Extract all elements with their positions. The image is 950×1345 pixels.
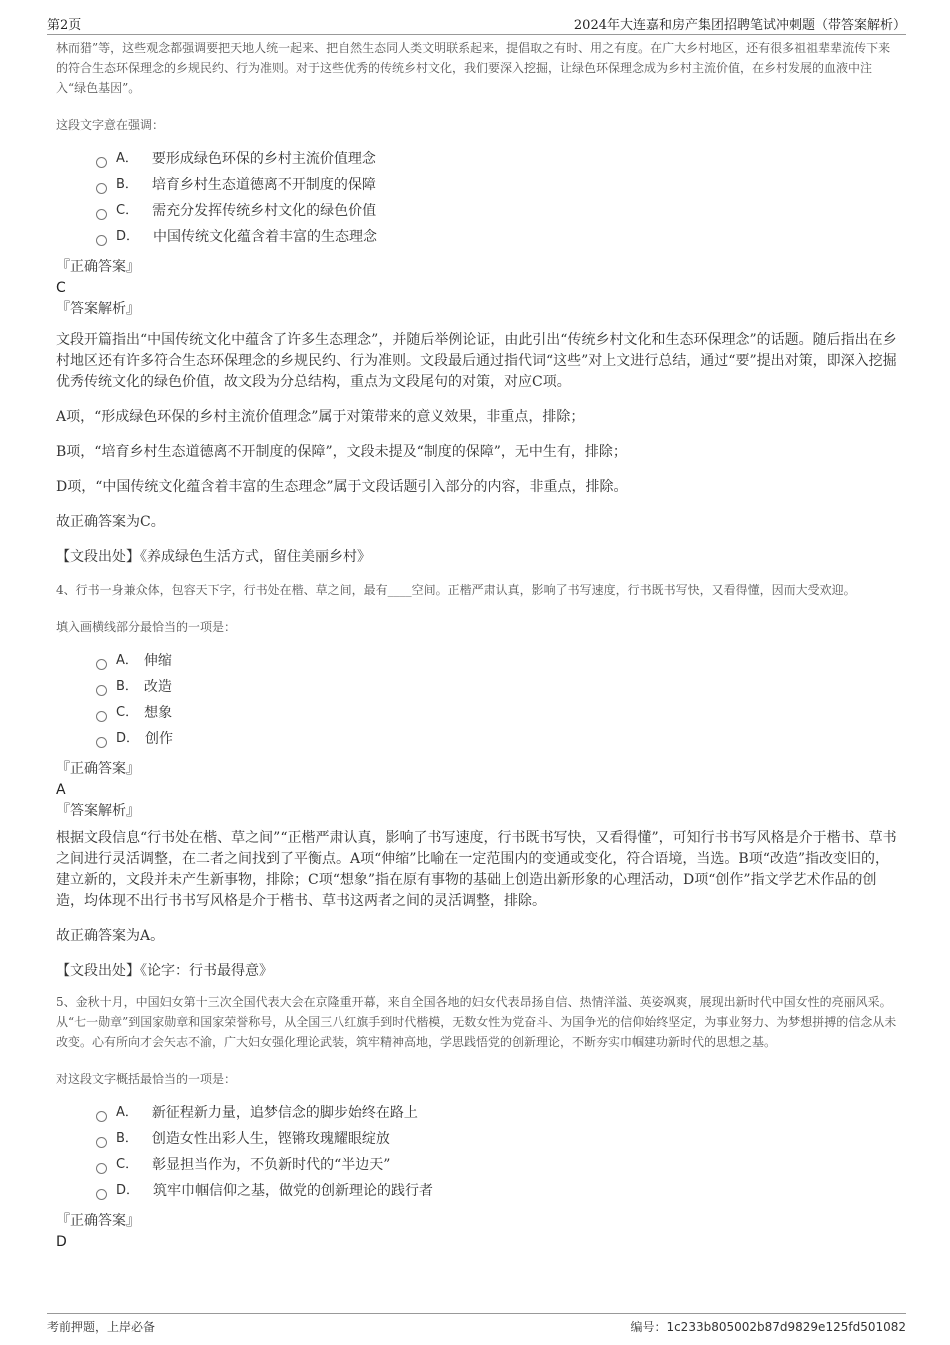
option-letter: A． — [116, 653, 138, 668]
q5-options — [96, 1100, 898, 1204]
q4-text — [56, 580, 898, 600]
q4-options — [96, 648, 898, 752]
q4-option-b[interactable] — [96, 674, 898, 700]
q4-blank: ____ — [387, 583, 412, 597]
option-letter: B． — [116, 177, 138, 192]
option-letter: D． — [116, 731, 140, 746]
q3-analysis-b: B项，“培育乡村生态道德离不开制度的保障”，文段未提及“制度的保障”，无中生有，排除； — [56, 444, 627, 460]
option-text: 创造女性出彩人生，铿锵玫瑰耀眼绽放 — [151, 1131, 390, 1147]
q3-options — [96, 146, 898, 250]
option-text: 中国传统文化蕴含着丰富的生态理念 — [153, 229, 378, 245]
q4-answer-label: 『正确答案』 — [56, 761, 140, 777]
option-text: 想象 — [144, 705, 173, 721]
document-title: 2024年大连嘉和房产集团招聘笔试冲刺题（带答案解析） — [573, 18, 906, 33]
footer-code-value: 1c233b805002b87d9829e125fd501082 — [666, 1320, 906, 1334]
radio-icon[interactable] — [96, 1111, 107, 1122]
q3-passage-tail: 林而猎”等，这些观念都强调要把天地人统一起来、把自然生态同人类文明联系起来，提倡取之有时、用之有度。在广大乡村地区，还有很多祖祖辈辈流传下来的符合生态环保理念的乡规民约、行为准则。对于这些优秀的传统乡村文化，我们要深入挖掘，让绿色环保理念成为乡村主流价值，在乡村发展的血液中注入“绿色基因”。 — [56, 41, 891, 95]
q4-analysis-main: 根据文段信息“行书处在楷、草之间”“正楷严肃认真，影响了书写速度，行书既书写快，又看得懂”，可知行书书写风格是介于楷书、草书之间进行灵活调整，在二者之间找到了平衡点。A项“伸缩”比喻在一定范围内的变通或变化，符合语境，当选。B项“改造”指改变旧的，建立新的，文段并未产生新事物，排除；C项“想象”指在原有事物的基础上创造出新形象的心理活动，D项“创作”指文学艺术作品的创造，均体现不出行书书写风格是介于楷书、草书这两者之间的灵活调整，排除。 — [56, 830, 897, 909]
radio-icon[interactable] — [96, 157, 107, 168]
q4-option-a[interactable] — [96, 648, 898, 674]
q3-analysis-a: A项，“形成绿色环保的乡村主流价值理念”属于对策带来的意义效果，非重点，排除； — [56, 409, 585, 425]
option-letter: C． — [116, 705, 139, 720]
q5-option-d[interactable] — [96, 1178, 898, 1204]
option-letter: B． — [116, 679, 138, 694]
option-letter: A． — [116, 151, 138, 166]
radio-icon[interactable] — [96, 711, 107, 722]
radio-icon[interactable] — [96, 235, 107, 246]
option-text: 彰显担当作为，不负新时代的“半边天” — [152, 1157, 391, 1173]
q5-option-b[interactable] — [96, 1126, 898, 1152]
q4-conclusion: 故正确答案为A。 — [56, 928, 165, 944]
radio-icon[interactable] — [96, 183, 107, 194]
radio-icon[interactable] — [96, 1163, 107, 1174]
q4-text-after: 空间。正楷严肃认真，影响了书写速度，行书既书写快，又看得懂，因而大受欢迎。 — [411, 583, 856, 597]
q4-prompt: 填入画横线部分最恰当的一项是： — [56, 620, 237, 634]
page-header — [47, 12, 906, 35]
page-number: 第2页 — [47, 18, 82, 33]
q3-source: 【文段出处】《养成绿色生活方式，留住美丽乡村》 — [56, 549, 371, 565]
q3-option-d[interactable] — [96, 224, 898, 250]
q3-answer-label: 『正确答案』 — [56, 259, 140, 275]
q5-answer: D — [56, 1234, 67, 1250]
footer-slogan: 考前押题，上岸必备 — [47, 1320, 156, 1334]
option-text: 需充分发挥传统乡村文化的绿色价值 — [152, 203, 377, 219]
q3-conclusion: 故正确答案为C。 — [56, 514, 165, 530]
q5-text: 5、金秋十月，中国妇女第十三次全国代表大会在京隆重开幕，来自全国各地的妇女代表昂扬自信、热情洋溢、英姿飒爽，展现出新时代中国女性的亮丽风采。从“七一勋章”到国家勋章和国家荣誉称号，从全国三八红旗手到时代楷模，无数女性为党奋斗、为国争光的信仰始终坚定，为事业努力、为梦想拼搏的信念从未改变。心有所向才会矢志不渝，广大妇女强化理论武装，筑牢精神高地，学思践悟党的创新理论，不断夯实巾帼建功新时代的思想之基。 — [56, 995, 897, 1049]
q4-text-before: 4、行书一身兼众体，包容天下字，行书处在楷、草之间，最有 — [56, 583, 388, 597]
option-text: 要形成绿色环保的乡村主流价值理念 — [151, 151, 376, 167]
q3-prompt: 这段文字意在强调： — [56, 118, 165, 132]
option-text: 伸缩 — [143, 653, 172, 669]
option-text: 新征程新力量，追梦信念的脚步始终在路上 — [151, 1105, 418, 1121]
page-content — [56, 38, 898, 1252]
q4-option-d[interactable] — [96, 726, 898, 752]
option-text: 改造 — [143, 679, 172, 695]
page-footer — [47, 1313, 906, 1339]
radio-icon[interactable] — [96, 659, 107, 670]
q3-option-b[interactable] — [96, 172, 898, 198]
footer-code — [630, 1318, 906, 1335]
footer-code-label: 编号： — [630, 1320, 667, 1334]
option-letter: C． — [116, 203, 139, 218]
radio-icon[interactable] — [96, 1137, 107, 1148]
option-text: 筑牢巾帼信仰之基，做党的创新理论的践行者 — [153, 1183, 434, 1199]
q5-answer-label: 『正确答案』 — [56, 1213, 140, 1229]
q3-analysis-label: 『答案解析』 — [56, 301, 140, 317]
option-text: 培育乡村生态道德离不开制度的保障 — [151, 177, 376, 193]
radio-icon[interactable] — [96, 737, 107, 748]
option-letter: D． — [116, 229, 140, 244]
option-text: 创作 — [145, 731, 174, 747]
option-letter: A． — [116, 1105, 138, 1120]
option-letter: B． — [116, 1131, 138, 1146]
q4-answer: A — [56, 782, 66, 798]
q3-analysis-main: 文段开篇指出“中国传统文化中蕴含了许多生态理念”，并随后举例论证，由此引出“传统乡村文化和生态环保理念”的话题。随后指出在乡村地区还有许多符合生态环保理念的乡规民约、行为准则。文段最后通过指代词“这些”对上文进行总结，通过“要”提出对策，即深入挖掘优秀传统文化的绿色价值，故文段为分总结构，重点为文段尾句的对策，对应C项。 — [56, 332, 897, 390]
q5-prompt: 对这段文字概括最恰当的一项是： — [56, 1072, 237, 1086]
radio-icon[interactable] — [96, 209, 107, 220]
q3-analysis-d: D项，“中国传统文化蕴含着丰富的生态理念”属于文段话题引入部分的内容，非重点，排除。 — [56, 479, 628, 495]
q3-option-c[interactable] — [96, 198, 898, 224]
option-letter: C． — [116, 1157, 139, 1172]
q3-answer: C — [56, 280, 66, 296]
q5-option-a[interactable] — [96, 1100, 898, 1126]
option-letter: D． — [116, 1183, 140, 1198]
q4-option-c[interactable] — [96, 700, 898, 726]
radio-icon[interactable] — [96, 1189, 107, 1200]
q4-source: 【文段出处】《论字：行书最得意》 — [56, 963, 273, 979]
q4-analysis-label: 『答案解析』 — [56, 803, 140, 819]
q5-option-c[interactable] — [96, 1152, 898, 1178]
q3-option-a[interactable] — [96, 146, 898, 172]
radio-icon[interactable] — [96, 685, 107, 696]
